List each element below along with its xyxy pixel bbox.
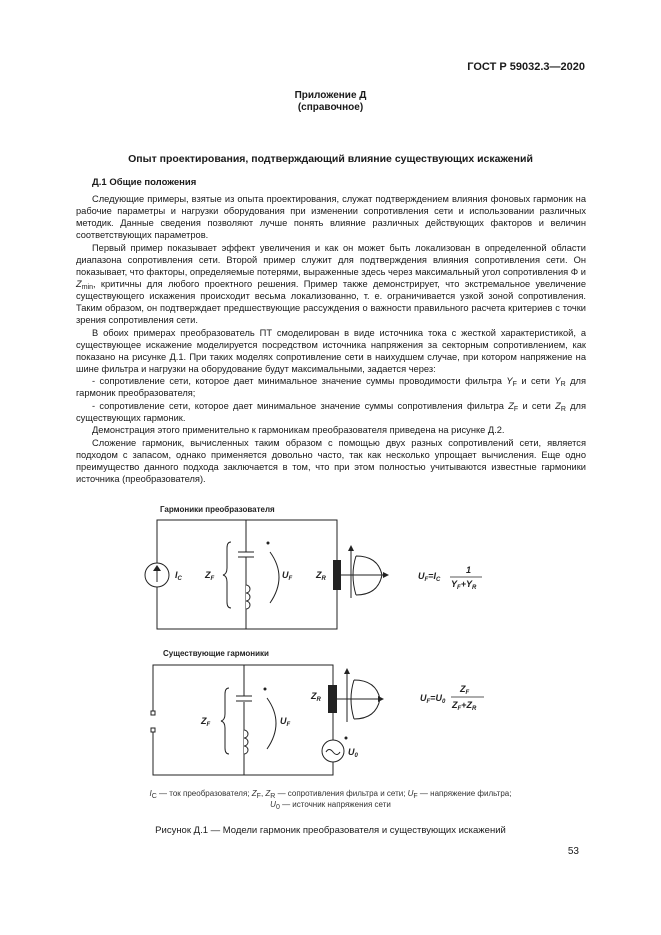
brace-icon (221, 688, 229, 754)
circuit-wire (153, 665, 333, 775)
formula-uf-existing (420, 684, 484, 712)
standard-number: ГОСТ Р 59032.3—2020 (467, 61, 585, 73)
svg-text:UF=IC: $U_F=I_C$ (418, 571, 441, 583)
svg-text:ZF: $Z_F$ (460, 684, 470, 696)
svg-text:UF: $U_F$ (280, 716, 291, 728)
svg-text:1: 1 (466, 565, 472, 575)
paragraph: Сложение гармоник, вычисленных таким образом с помощью двух разных сопротивлений сети, является подходом с запасом, однако применяется довольно часто, так как несколько упрощает вычисления. Еще одно преимущество данного подхода заключается в том, что при этом полностью учитываются известные гармоники источника (преобразователя). (76, 437, 586, 485)
grid-impedance-icon (333, 560, 341, 590)
section-title: Опыт проектирования, подтверждающий влияние существующих искажений (128, 153, 533, 165)
diagram-title: Существующие гармоники (163, 649, 269, 658)
svg-text:YF+YR: $Y_F+Y_R$ (451, 579, 477, 591)
converter-harmonics-diagram (145, 505, 482, 629)
svg-text:ZR: $Z_R$ (311, 691, 321, 703)
voltage-arc-icon (270, 552, 279, 603)
terminal-icon (151, 728, 155, 732)
page-number: 53 (567, 846, 579, 857)
grid-impedance-icon (328, 685, 337, 713)
figure-legend: $I_C$ — ток преобразователя; $Z_F$, $Z_R$ — сопротивления фильтра и сети; $U_F$ — напряжение фильтра; $U_0$ — источник напряжения сети (149, 789, 512, 811)
circuit-wire (157, 520, 337, 629)
svg-text:ZF: $Z_F$ (205, 570, 215, 582)
svg-text:ZF: $Z_F$ (201, 716, 211, 728)
brace-icon (223, 542, 231, 608)
svg-text:U0: $U_0$ (348, 747, 358, 759)
list-item: - сопротивление сети, которое дает минимальное значение суммы проводимости фильтра $Y_F$ и сети $Y_R$ для гармоник преобразователя; (76, 376, 587, 399)
list-item: - сопротивление сети, которое дает минимальное значение суммы сопротивления фильтра $Z_F$ и сети $Z_R$ для существующих гармоник. (76, 400, 587, 423)
terminal-icon (151, 711, 155, 715)
appendix-title: Приложение Д (294, 90, 367, 101)
existing-harmonics-diagram (151, 649, 484, 775)
subsection-title: Д.1 Общие положения (92, 177, 197, 188)
svg-text:IC: $I_C$ (175, 570, 182, 582)
formula-uf-converter (418, 565, 482, 591)
figure-caption: Рисунок Д.1 — Модели гармоник преобразователя и существующих искажений (155, 825, 506, 836)
appendix-note: (справочное) (297, 102, 364, 113)
svg-text:ZF+ZR: $Z_F+Z_R$ (452, 700, 477, 712)
paragraph: Демонстрация этого применительно к гармоникам преобразователя приведена на рисунке Д.2. (92, 425, 505, 436)
svg-text:UF=U0: $U_F=U_0$ (420, 693, 446, 705)
svg-text:UF: $U_F$ (282, 570, 293, 582)
diagram-title: Гармоники преобразователя (160, 505, 275, 514)
svg-text:ZR: $Z_R$ (316, 570, 326, 582)
voltage-arc-icon (267, 698, 276, 749)
paragraph: Следующие примеры, взятые из опыта проектирования, служат подтверждением влияния фоновых гармоник на рабочие параметры и нагрузки оборудования при изменении сопротивления сети и использовании различных методик. Данные сведения позволяют лучше понять влияние различных действующих факторов и величин соответствующих параметров. (76, 194, 586, 241)
paragraph: В обоих примерах преобразователь ПТ смоделирован в виде источника тока с жесткой характеристикой, а существующее искажение моделируется посредством источника напряжения за секторным сопротивлением, как показано на рисунке Д.1. При таких моделях сопротивление сети в наихудшем случае, при котором напряжение на шине фильтра и нагрузки на оборудование будут максимальными, задается через: (76, 327, 586, 374)
paragraph: Первый пример показывает эффект увеличения и как он может быть локализован в определенной области диапазона сопротивления сети. Второй пример служит для подтверждения влияния сопротивления сети. Он показывает, что факторы, определяемые потерями, выраженные здесь через максимальный угол сопротивления Φ и $Z_{min}$, критичны для любого проектного решения. Пример также демонстрирует, что экстремальное увеличение существующего искажения происходит весьма локализованно, т. е. ограничивается узкой зоной сопротивления. Таким образом, он подтверждает предшествующие рассуждения о важности правильного расчета критериев с точки зрения сопротивления сети. (76, 242, 586, 325)
inductor-icon (246, 585, 250, 609)
ac-voltage-source-icon (322, 740, 344, 762)
inductor-icon (244, 730, 248, 754)
